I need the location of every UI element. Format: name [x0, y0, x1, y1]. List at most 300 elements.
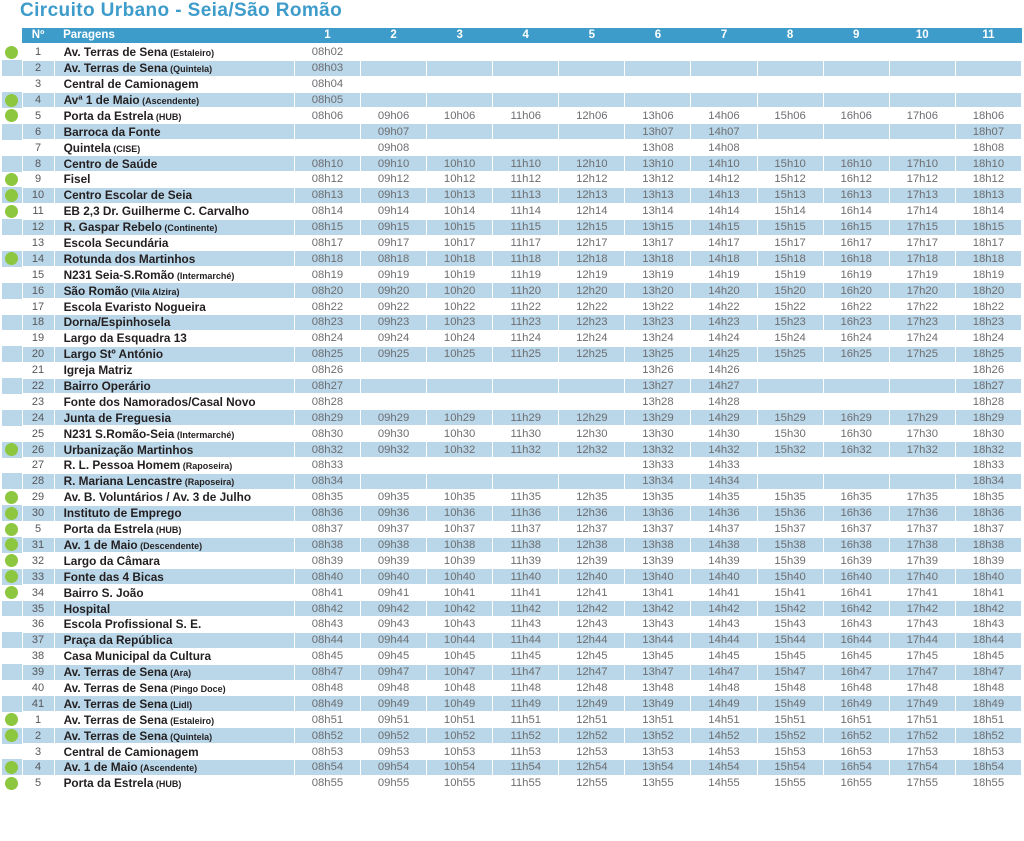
header-row: [2, 28, 1022, 44]
route-dot-cell: [2, 410, 22, 426]
time-cell: 08h12: [294, 172, 360, 188]
time-cell: 15h49: [757, 696, 823, 712]
route-dot-cell: [2, 60, 22, 76]
time-cell: 13h33: [625, 458, 691, 474]
time-cell: 15h42: [757, 601, 823, 617]
time-cell: 14h08: [691, 140, 757, 156]
time-cell: 14h36: [691, 505, 757, 521]
time-cell: 12h20: [559, 283, 625, 299]
time-cell: [427, 394, 493, 410]
time-cell: 17h36: [889, 505, 955, 521]
table-row: [2, 219, 1022, 235]
time-cell: 12h13: [559, 187, 625, 203]
table-row: [2, 775, 1022, 791]
table-row: [2, 108, 1022, 124]
time-cell: 12h41: [559, 585, 625, 601]
time-cell: 18h23: [955, 315, 1021, 331]
time-cell: 12h47: [559, 664, 625, 680]
time-cell: 10h30: [427, 426, 493, 442]
stop-number: 25: [22, 426, 54, 442]
time-cell: 14h23: [691, 315, 757, 331]
time-cell: 08h10: [294, 156, 360, 172]
time-cell: [691, 60, 757, 76]
time-cell: 16h43: [823, 616, 889, 632]
time-cell: [493, 92, 559, 108]
time-cell: 14h12: [691, 172, 757, 188]
stop-number: 2: [22, 728, 54, 744]
time-cell: [559, 362, 625, 378]
time-cell: 18h12: [955, 172, 1021, 188]
time-cell: 11h39: [493, 553, 559, 569]
time-cell: 08h43: [294, 616, 360, 632]
route-dot-cell: [2, 712, 22, 728]
route-dot: [5, 46, 18, 59]
time-cell: 16h22: [823, 299, 889, 315]
time-cell: 10h47: [427, 664, 493, 680]
table-row: [2, 330, 1022, 346]
time-cell: 18h18: [955, 251, 1021, 267]
time-cell: 15h18: [757, 251, 823, 267]
time-cell: 18h37: [955, 521, 1021, 537]
time-cell: 13h48: [625, 680, 691, 696]
time-cell: 09h41: [361, 585, 427, 601]
time-cell: 11h52: [493, 728, 559, 744]
time-cell: [955, 44, 1021, 60]
stop-number: 21: [22, 362, 54, 378]
stop-number: 4: [22, 92, 54, 108]
time-cell: 14h47: [691, 664, 757, 680]
stop-name: Igreja Matriz: [54, 362, 294, 378]
time-cell: 16h51: [823, 712, 889, 728]
stop-name: Av. 1 de Maio (Descendente): [54, 537, 294, 553]
time-cell: [493, 458, 559, 474]
route-dot-cell: [2, 601, 22, 617]
route-dot: [5, 761, 18, 774]
time-cell: 16h32: [823, 442, 889, 458]
time-cell: 18h25: [955, 346, 1021, 362]
time-cell: 08h36: [294, 505, 360, 521]
time-cell: 08h35: [294, 489, 360, 505]
time-cell: 15h35: [757, 489, 823, 505]
time-cell: 18h19: [955, 267, 1021, 283]
table-row: [2, 680, 1022, 696]
time-cell: 18h30: [955, 426, 1021, 442]
time-cell: 12h06: [559, 108, 625, 124]
route-dot-cell: [2, 489, 22, 505]
time-cell: 09h32: [361, 442, 427, 458]
time-cell: [691, 44, 757, 60]
time-cell: 10h23: [427, 315, 493, 331]
time-cell: [361, 92, 427, 108]
page-title: Circuito Urbano - Seia/São Romão: [20, 0, 343, 21]
route-dot-cell: [2, 664, 22, 680]
time-cell: 13h49: [625, 696, 691, 712]
time-cell: 16h48: [823, 680, 889, 696]
time-cell: 14h43: [691, 616, 757, 632]
table-row: [2, 156, 1022, 172]
stop-name: Instituto de Emprego: [54, 505, 294, 521]
time-cell: [889, 394, 955, 410]
time-cell: 09h51: [361, 712, 427, 728]
stop-number: 9: [22, 172, 54, 188]
time-cell: 18h26: [955, 362, 1021, 378]
table-row: [2, 632, 1022, 648]
time-cell: 12h54: [559, 759, 625, 775]
stop-number: 3: [22, 76, 54, 92]
route-dot-cell: [2, 156, 22, 172]
time-cell: 18h14: [955, 203, 1021, 219]
stop-name-sub: (HUB): [153, 111, 182, 122]
time-cell: 18h54: [955, 759, 1021, 775]
time-cell: 18h49: [955, 696, 1021, 712]
time-cell: 10h06: [427, 108, 493, 124]
header-trip-number: 10: [889, 28, 955, 44]
route-dot-cell: [2, 442, 22, 458]
route-dot: [5, 729, 18, 742]
time-cell: 08h23: [294, 315, 360, 331]
time-cell: 14h41: [691, 585, 757, 601]
time-cell: 17h35: [889, 489, 955, 505]
table-row: [2, 728, 1022, 744]
time-cell: 14h13: [691, 187, 757, 203]
time-cell: 10h44: [427, 632, 493, 648]
table-row: [2, 283, 1022, 299]
route-dot-cell: [2, 394, 22, 410]
stop-name: Largo Stº António: [54, 346, 294, 362]
time-cell: 10h20: [427, 283, 493, 299]
time-cell: 08h25: [294, 346, 360, 362]
table-body: [2, 44, 1022, 791]
time-cell: [955, 76, 1021, 92]
time-cell: 14h22: [691, 299, 757, 315]
table-row: [2, 601, 1022, 617]
time-cell: 16h10: [823, 156, 889, 172]
time-cell: 08h33: [294, 458, 360, 474]
time-cell: [361, 76, 427, 92]
time-cell: [427, 124, 493, 140]
time-cell: 11h42: [493, 601, 559, 617]
time-cell: 10h12: [427, 172, 493, 188]
time-cell: 12h52: [559, 728, 625, 744]
time-cell: 17h48: [889, 680, 955, 696]
table-row: [2, 172, 1022, 188]
time-cell: 18h08: [955, 140, 1021, 156]
time-cell: 18h20: [955, 283, 1021, 299]
time-cell: 12h45: [559, 648, 625, 664]
route-dot-cell: [2, 76, 22, 92]
time-cell: 16h18: [823, 251, 889, 267]
table-row: [2, 394, 1022, 410]
time-cell: 08h18: [361, 251, 427, 267]
time-cell: 11h17: [493, 235, 559, 251]
time-cell: 11h30: [493, 426, 559, 442]
time-cell: 15h47: [757, 664, 823, 680]
route-dot-cell: [2, 553, 22, 569]
time-cell: [757, 473, 823, 489]
route-dot: [5, 507, 18, 520]
time-cell: 17h49: [889, 696, 955, 712]
table-row: [2, 203, 1022, 219]
time-cell: [559, 140, 625, 156]
route-dot-cell: [2, 299, 22, 315]
time-cell: 17h20: [889, 283, 955, 299]
time-cell: 17h17: [889, 235, 955, 251]
time-cell: 14h42: [691, 601, 757, 617]
stop-name: EB 2,3 Dr. Guilherme C. Carvalho: [54, 203, 294, 219]
table-row: [2, 569, 1022, 585]
table-row: [2, 489, 1022, 505]
time-cell: 12h55: [559, 775, 625, 791]
time-cell: [493, 60, 559, 76]
route-dot-cell: [2, 680, 22, 696]
stop-number: 31: [22, 537, 54, 553]
stop-name: Largo da Câmara: [54, 553, 294, 569]
time-cell: 08h20: [294, 283, 360, 299]
table-row: [2, 473, 1022, 489]
time-cell: 16h49: [823, 696, 889, 712]
time-cell: 14h49: [691, 696, 757, 712]
time-cell: 10h13: [427, 187, 493, 203]
time-cell: 11h24: [493, 330, 559, 346]
header-trip-number: 8: [757, 28, 823, 44]
header-trip-number: 7: [691, 28, 757, 44]
time-cell: 10h45: [427, 648, 493, 664]
time-cell: 16h55: [823, 775, 889, 791]
time-cell: 15h13: [757, 187, 823, 203]
time-cell: 16h19: [823, 267, 889, 283]
stop-name: Barroca da Fonte: [54, 124, 294, 140]
time-cell: 10h39: [427, 553, 493, 569]
time-cell: [889, 44, 955, 60]
time-cell: [294, 140, 360, 156]
table-row: [2, 553, 1022, 569]
stop-name-sub: (Quintela): [167, 731, 213, 742]
time-cell: 08h26: [294, 362, 360, 378]
time-cell: 18h40: [955, 569, 1021, 585]
time-cell: 12h32: [559, 442, 625, 458]
stop-number: 26: [22, 442, 54, 458]
time-cell: 12h23: [559, 315, 625, 331]
route-dot-cell: [2, 219, 22, 235]
time-cell: [757, 76, 823, 92]
time-cell: [361, 44, 427, 60]
time-cell: [823, 124, 889, 140]
stop-name: Av. Terras de Sena (Estaleiro): [54, 712, 294, 728]
time-cell: 09h42: [361, 601, 427, 617]
time-cell: 11h40: [493, 569, 559, 585]
time-cell: 11h13: [493, 187, 559, 203]
time-cell: 10h18: [427, 251, 493, 267]
table-row: [2, 442, 1022, 458]
route-dot-cell: [2, 521, 22, 537]
time-cell: 16h23: [823, 315, 889, 331]
time-cell: 08h41: [294, 585, 360, 601]
time-cell: 08h22: [294, 299, 360, 315]
time-cell: 10h29: [427, 410, 493, 426]
stop-name: Av. Terras de Sena (Lidl): [54, 696, 294, 712]
time-cell: 15h23: [757, 315, 823, 331]
stop-number: 6: [22, 124, 54, 140]
time-cell: [823, 76, 889, 92]
time-cell: 10h53: [427, 744, 493, 760]
time-cell: 09h38: [361, 537, 427, 553]
time-cell: 12h30: [559, 426, 625, 442]
time-cell: 12h53: [559, 744, 625, 760]
time-cell: 09h49: [361, 696, 427, 712]
time-cell: 14h33: [691, 458, 757, 474]
time-cell: 15h22: [757, 299, 823, 315]
stop-name: Bairro S. João: [54, 585, 294, 601]
time-cell: 11h19: [493, 267, 559, 283]
time-cell: 08h55: [294, 775, 360, 791]
time-cell: 10h17: [427, 235, 493, 251]
time-cell: 11h36: [493, 505, 559, 521]
table-header: [2, 28, 1022, 44]
time-cell: 16h44: [823, 632, 889, 648]
stop-name: Central de Camionagem: [54, 76, 294, 92]
route-dot: [5, 173, 18, 186]
stop-name-sub: (Intermarché): [174, 270, 235, 281]
route-dot-cell: [2, 330, 22, 346]
time-cell: 12h29: [559, 410, 625, 426]
time-cell: 14h52: [691, 728, 757, 744]
time-cell: 14h54: [691, 759, 757, 775]
time-cell: 09h43: [361, 616, 427, 632]
time-cell: [889, 92, 955, 108]
stop-number: 40: [22, 680, 54, 696]
time-cell: 15h45: [757, 648, 823, 664]
time-cell: 10h54: [427, 759, 493, 775]
time-cell: 08h19: [294, 267, 360, 283]
time-cell: 14h20: [691, 283, 757, 299]
time-cell: 08h47: [294, 664, 360, 680]
route-dot-cell: [2, 235, 22, 251]
route-dot-cell: [2, 315, 22, 331]
time-cell: 12h17: [559, 235, 625, 251]
time-cell: 16h24: [823, 330, 889, 346]
time-cell: 09h45: [361, 648, 427, 664]
time-cell: [823, 140, 889, 156]
header-trip-number: 6: [625, 28, 691, 44]
time-cell: 12h12: [559, 172, 625, 188]
time-cell: 13h34: [625, 473, 691, 489]
time-cell: [559, 394, 625, 410]
time-cell: 08h14: [294, 203, 360, 219]
time-cell: 08h40: [294, 569, 360, 585]
stop-name: R. Mariana Lencastre (Raposeira): [54, 473, 294, 489]
time-cell: 15h29: [757, 410, 823, 426]
time-cell: 18h55: [955, 775, 1021, 791]
stop-name: Escola Profissional S. E.: [54, 616, 294, 632]
time-cell: 10h32: [427, 442, 493, 458]
time-cell: 09h20: [361, 283, 427, 299]
time-cell: 11h18: [493, 251, 559, 267]
time-cell: [757, 44, 823, 60]
time-cell: 15h17: [757, 235, 823, 251]
time-cell: 12h14: [559, 203, 625, 219]
time-cell: 10h42: [427, 601, 493, 617]
stop-name: Av. B. Voluntários / Av. 3 de Julho: [54, 489, 294, 505]
stop-number: 34: [22, 585, 54, 601]
time-cell: 13h45: [625, 648, 691, 664]
table-row: [2, 140, 1022, 156]
time-cell: 13h30: [625, 426, 691, 442]
stop-name: Porta da Estrela (HUB): [54, 108, 294, 124]
timetable: [2, 28, 1022, 792]
time-cell: 13h37: [625, 521, 691, 537]
stop-number: 38: [22, 648, 54, 664]
time-cell: 11h43: [493, 616, 559, 632]
time-cell: 16h06: [823, 108, 889, 124]
time-cell: 13h15: [625, 219, 691, 235]
time-cell: [757, 458, 823, 474]
stop-number: 11: [22, 203, 54, 219]
time-cell: 08h45: [294, 648, 360, 664]
time-cell: [361, 362, 427, 378]
time-cell: 14h15: [691, 219, 757, 235]
table-row: [2, 315, 1022, 331]
stop-number: 24: [22, 410, 54, 426]
time-cell: 11h23: [493, 315, 559, 331]
time-cell: 18h51: [955, 712, 1021, 728]
time-cell: [559, 44, 625, 60]
time-cell: 11h22: [493, 299, 559, 315]
time-cell: 18h44: [955, 632, 1021, 648]
time-cell: 13h32: [625, 442, 691, 458]
route-dot: [5, 523, 18, 536]
time-cell: 17h47: [889, 664, 955, 680]
time-cell: 13h24: [625, 330, 691, 346]
stop-name: Escola Secundária: [54, 235, 294, 251]
time-cell: 12h42: [559, 601, 625, 617]
time-cell: 14h48: [691, 680, 757, 696]
stop-number: 10: [22, 187, 54, 203]
route-dot-cell: [2, 108, 22, 124]
time-cell: [559, 92, 625, 108]
time-cell: 14h45: [691, 648, 757, 664]
time-cell: [625, 44, 691, 60]
time-cell: [955, 92, 1021, 108]
stop-number: 20: [22, 346, 54, 362]
route-dot-cell: [2, 458, 22, 474]
route-dot-cell: [2, 537, 22, 553]
stop-number: 30: [22, 505, 54, 521]
time-cell: 14h39: [691, 553, 757, 569]
time-cell: 10h14: [427, 203, 493, 219]
time-cell: 14h17: [691, 235, 757, 251]
route-dot: [5, 554, 18, 567]
time-cell: 15h39: [757, 553, 823, 569]
time-cell: 11h25: [493, 346, 559, 362]
route-dot-cell: [2, 283, 22, 299]
route-dot: [5, 109, 18, 122]
time-cell: 12h39: [559, 553, 625, 569]
time-cell: 18h24: [955, 330, 1021, 346]
time-cell: 11h55: [493, 775, 559, 791]
time-cell: 18h39: [955, 553, 1021, 569]
time-cell: 11h32: [493, 442, 559, 458]
time-cell: 11h53: [493, 744, 559, 760]
time-cell: 09h29: [361, 410, 427, 426]
time-cell: 17h51: [889, 712, 955, 728]
time-cell: 14h55: [691, 775, 757, 791]
time-cell: 13h47: [625, 664, 691, 680]
time-cell: [625, 92, 691, 108]
stop-name: Praça da República: [54, 632, 294, 648]
time-cell: 13h44: [625, 632, 691, 648]
time-cell: 14h34: [691, 473, 757, 489]
time-cell: 14h19: [691, 267, 757, 283]
